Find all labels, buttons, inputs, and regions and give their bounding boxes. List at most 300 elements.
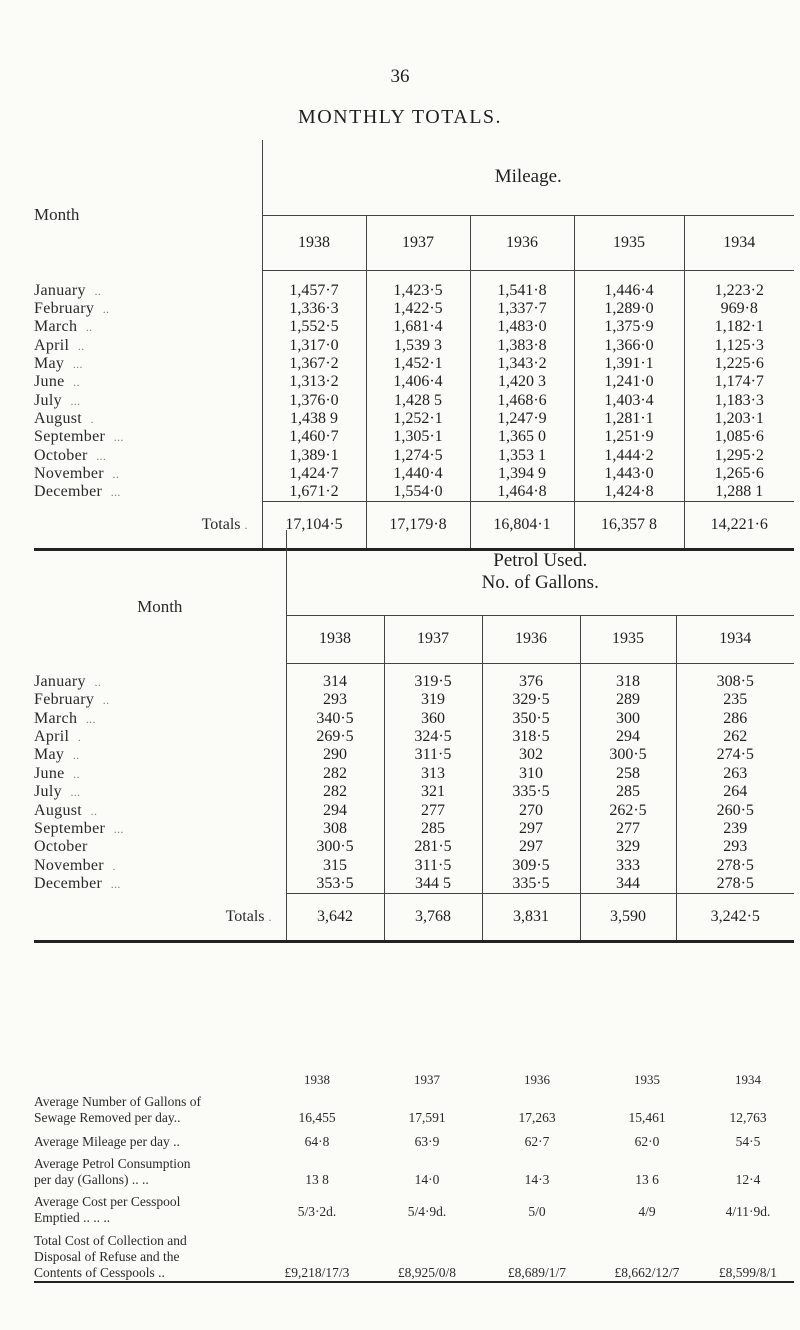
petrol-table — [34, 530, 794, 943]
totals-label: Totals — [201, 515, 241, 533]
petrol-total-cell: 3,590 — [580, 893, 676, 941]
petrol-value-cell: 278·5 — [676, 857, 794, 875]
mileage-value-cell: 1,125·3 — [684, 337, 794, 355]
mileage-value-cell: 1,539 3 — [366, 337, 470, 355]
petrol-row — [34, 728, 794, 746]
summary-value: 16,455 — [298, 1110, 336, 1125]
mileage-group-header: Mileage. — [262, 140, 794, 215]
mileage-total-cell: 17,179·8 — [366, 501, 470, 549]
leader-dots: .. — [73, 766, 80, 781]
mileage-value-cell: 1,440·4 — [366, 465, 470, 483]
month-label: July — [34, 391, 62, 409]
mileage-month-cell — [34, 410, 262, 428]
mileage-month-cell — [34, 446, 262, 464]
mileage-value-cell: 1,552·5 — [262, 318, 366, 336]
petrol-value-cell: 335·5 — [482, 783, 580, 801]
petrol-group-header-line2: No. of Gallons. — [481, 572, 599, 594]
summary-value: 54·5 — [735, 1134, 761, 1149]
summary-value: 4/9 — [638, 1204, 656, 1219]
mileage-value-cell: 1,353 1 — [470, 446, 574, 464]
mileage-value-cell: 1,343·2 — [470, 355, 574, 373]
summary-value: 14·3 — [524, 1172, 550, 1187]
petrol-value-cell: 294 — [580, 728, 676, 746]
mileage-value-cell: 1,420 3 — [470, 373, 574, 391]
mileage-value-cell: 1,406·4 — [366, 373, 470, 391]
petrol-value-cell: 239 — [676, 820, 794, 838]
petrol-value-cell: 260·5 — [676, 801, 794, 819]
petrol-value-cell: 300 — [580, 709, 676, 727]
leader-dots: ... — [113, 430, 124, 445]
mileage-value-cell: 1,366·0 — [574, 337, 684, 355]
mileage-value-cell: 1,305·1 — [366, 428, 470, 446]
mileage-value-cell: 1,085·6 — [684, 428, 794, 446]
mileage-row — [34, 337, 794, 355]
summary-value: £8,662/12/7 — [614, 1265, 680, 1280]
mileage-value-cell: 1,337·7 — [470, 300, 574, 318]
petrol-value-cell: 277 — [580, 820, 676, 838]
petrol-total-cell: 3,642 — [286, 893, 384, 941]
mileage-total-cell: 14,221·6 — [684, 501, 794, 549]
petrol-month-header: Month — [137, 596, 183, 616]
summary-value: 62·0 — [634, 1134, 660, 1149]
summary-label-line: Average Cost per Cesspool — [34, 1194, 181, 1209]
mileage-value-cell: 1,182·1 — [684, 318, 794, 336]
month-label: January — [34, 673, 86, 690]
leader-dots: .. — [112, 466, 120, 481]
petrol-value-cell: 282 — [286, 765, 384, 783]
petrol-value-cell: 308·5 — [676, 663, 794, 691]
mileage-row — [34, 446, 794, 464]
petrol-value-cell: 324·5 — [384, 728, 482, 746]
mileage-value-cell: 1,483·0 — [470, 318, 574, 336]
summary-label — [34, 1226, 262, 1282]
petrol-value-cell: 350·5 — [482, 709, 580, 727]
summary-label-line: per day (Gallons) .. .. — [34, 1172, 149, 1187]
petrol-year-header: 1936 — [482, 615, 580, 663]
mileage-value-cell: 1,251·9 — [574, 428, 684, 446]
petrol-value-cell: 286 — [676, 709, 794, 727]
mileage-row — [34, 270, 794, 300]
mileage-value-cell: 1,265·6 — [684, 465, 794, 483]
petrol-month-cell — [34, 691, 286, 709]
leader-dots: ... — [113, 821, 124, 836]
mileage-value-cell: 1,225·6 — [684, 355, 794, 373]
petrol-value-cell: 262 — [676, 728, 794, 746]
mileage-row — [34, 355, 794, 373]
month-label: January — [34, 282, 86, 299]
mileage-value-cell: 1,460·7 — [262, 428, 366, 446]
summary-row — [34, 1126, 794, 1150]
petrol-row — [34, 875, 794, 894]
petrol-group-header — [286, 530, 794, 615]
petrol-month-cell — [34, 746, 286, 764]
mileage-value-cell: 1,423·5 — [366, 270, 470, 300]
mileage-value-cell: 1,541·8 — [470, 270, 574, 300]
mileage-row — [34, 410, 794, 428]
leader-dots: .. — [77, 338, 85, 353]
month-label: March — [34, 318, 78, 336]
petrol-row — [34, 746, 794, 764]
petrol-value-cell: 344 — [580, 875, 676, 894]
petrol-value-cell: 258 — [580, 765, 676, 783]
leader-dots: . — [77, 729, 82, 744]
month-label: April — [34, 727, 70, 745]
mileage-month-cell — [34, 337, 262, 355]
mileage-value-cell: 1,289·0 — [574, 300, 684, 318]
mileage-value-cell: 1,241·0 — [574, 373, 684, 391]
leader-dots: .. — [90, 803, 98, 818]
summary-value: 5/3·2d. — [297, 1204, 337, 1219]
mileage-row — [34, 318, 794, 336]
summary-label-line: Sewage Removed per day.. — [34, 1110, 181, 1125]
mileage-value-cell: 1,383·8 — [470, 337, 574, 355]
petrol-value-cell: 293 — [286, 691, 384, 709]
leader-dots: .. — [85, 320, 93, 335]
petrol-total-cell: 3,242·5 — [676, 893, 794, 941]
summary-year-header: 1938 — [304, 1072, 330, 1087]
summary-value: 64·8 — [304, 1134, 330, 1149]
petrol-month-cell — [34, 857, 286, 875]
month-label: December — [34, 875, 103, 893]
summary-corner — [34, 1072, 262, 1088]
mileage-value-cell: 1,288 1 — [684, 483, 794, 502]
month-label: March — [34, 709, 78, 727]
petrol-year-header: 1937 — [384, 615, 482, 663]
summary-value: 13 8 — [305, 1172, 329, 1187]
summary-row — [34, 1226, 794, 1282]
summary-value: 63·9 — [414, 1134, 440, 1149]
mileage-month-cell — [34, 318, 262, 336]
mileage-value-cell: 1,252·1 — [366, 410, 470, 428]
mileage-year-header: 1938 — [262, 215, 366, 270]
totals-label: Totals — [225, 907, 265, 925]
mileage-month-cell — [34, 373, 262, 391]
petrol-row — [34, 663, 794, 691]
summary-value: 12,763 — [729, 1110, 767, 1125]
mileage-value-cell: 1,376·0 — [262, 391, 366, 409]
mileage-value-cell: 1,468·6 — [470, 391, 574, 409]
mileage-month-cell — [34, 391, 262, 409]
petrol-value-cell: 340·5 — [286, 709, 384, 727]
petrol-month-cell — [34, 875, 286, 894]
mileage-row — [34, 373, 794, 391]
petrol-value-cell: 294 — [286, 801, 384, 819]
summary-value: £8,925/0/8 — [397, 1265, 457, 1280]
petrol-value-cell: 319·5 — [384, 663, 482, 691]
leader-dots: ... — [85, 711, 96, 726]
petrol-value-cell: 344 5 — [384, 875, 482, 894]
leader-dots: . — [244, 517, 248, 532]
mileage-value-cell: 969·8 — [684, 300, 794, 318]
leader-dots: .. — [102, 693, 110, 708]
petrol-value-cell: 329·5 — [482, 691, 580, 709]
petrol-row — [34, 801, 794, 819]
summary-value: £9,218/17/3 — [284, 1265, 350, 1280]
leader-dots: . — [90, 411, 94, 426]
leader-dots: .. — [73, 375, 80, 390]
mileage-month-cell — [34, 300, 262, 318]
leader-dots: ... — [70, 785, 81, 800]
petrol-value-cell: 277 — [384, 801, 482, 819]
petrol-value-cell: 300·5 — [580, 746, 676, 764]
petrol-year-header: 1938 — [286, 615, 384, 663]
summary-value: 12·4 — [735, 1172, 761, 1187]
petrol-value-cell: 274·5 — [676, 746, 794, 764]
page-title: MONTHLY TOTALS. — [297, 106, 503, 128]
mileage-value-cell: 1,394 9 — [470, 465, 574, 483]
mileage-value-cell: 1,274·5 — [366, 446, 470, 464]
month-label: August — [34, 409, 83, 427]
mileage-value-cell: 1,391·1 — [574, 355, 684, 373]
summary-year-header: 1936 — [524, 1072, 550, 1087]
month-label: December — [34, 483, 103, 501]
mileage-row — [34, 428, 794, 446]
petrol-value-cell: 264 — [676, 783, 794, 801]
summary-label — [34, 1126, 262, 1150]
petrol-value-cell: 314 — [286, 663, 384, 691]
petrol-value-cell: 235 — [676, 691, 794, 709]
mileage-row — [34, 483, 794, 502]
petrol-value-cell: 290 — [286, 746, 384, 764]
mileage-value-cell: 1,174·7 — [684, 373, 794, 391]
summary-value: 4/11·9d. — [725, 1204, 771, 1219]
petrol-row — [34, 691, 794, 709]
petrol-value-cell: 318 — [580, 663, 676, 691]
mileage-value-cell: 1,203·1 — [684, 410, 794, 428]
leader-dots: .. — [102, 302, 110, 317]
petrol-value-cell: 300·5 — [286, 838, 384, 856]
mileage-value-cell: 1,336·3 — [262, 300, 366, 318]
leader-dots: ... — [72, 357, 83, 372]
petrol-month-cell — [34, 838, 286, 856]
mileage-value-cell: 1,424·7 — [262, 465, 366, 483]
month-label: February — [34, 691, 95, 709]
petrol-value-cell: 270 — [482, 801, 580, 819]
summary-label-line: Average Petrol Consumption — [34, 1156, 191, 1171]
mileage-year-header: 1935 — [574, 215, 684, 270]
leader-dots: ... — [96, 448, 107, 463]
month-label: June — [34, 764, 65, 782]
petrol-value-cell: 353·5 — [286, 875, 384, 894]
petrol-value-cell: 285 — [580, 783, 676, 801]
month-label: November — [34, 464, 104, 482]
petrol-value-cell: 281·5 — [384, 838, 482, 856]
month-label: February — [34, 300, 95, 318]
mileage-value-cell: 1,367·2 — [262, 355, 366, 373]
mileage-row — [34, 300, 794, 318]
petrol-month-cell — [34, 728, 286, 746]
summary-block — [34, 1072, 794, 1283]
petrol-value-cell: 262·5 — [580, 801, 676, 819]
summary-value: 5/0 — [528, 1204, 546, 1219]
leader-dots: ... — [70, 393, 81, 408]
petrol-value-cell: 263 — [676, 765, 794, 783]
petrol-month-cell — [34, 709, 286, 727]
summary-label-line: Emptied .. .. .. — [34, 1210, 111, 1225]
summary-year-header: 1934 — [735, 1072, 761, 1087]
month-label: June — [34, 373, 65, 391]
summary-value: 17,263 — [518, 1110, 556, 1125]
mileage-value-cell: 1,554·0 — [366, 483, 470, 502]
mileage-month-cell — [34, 483, 262, 502]
leader-dots: .. — [94, 284, 102, 298]
petrol-value-cell: 289 — [580, 691, 676, 709]
petrol-totals-label-cell — [34, 893, 286, 941]
petrol-row — [34, 838, 794, 856]
petrol-value-cell: 329 — [580, 838, 676, 856]
mileage-month-cell — [34, 465, 262, 483]
petrol-value-cell: 309·5 — [482, 857, 580, 875]
petrol-total-cell: 3,768 — [384, 893, 482, 941]
leader-dots: .. — [94, 675, 102, 689]
summary-value: £8,689/1/7 — [507, 1265, 567, 1280]
summary-label — [34, 1150, 262, 1188]
mileage-value-cell: 1,452·1 — [366, 355, 470, 373]
mileage-row — [34, 391, 794, 409]
summary-value: 17,591 — [408, 1110, 446, 1125]
summary-value: 62·7 — [524, 1134, 550, 1149]
mileage-value-cell: 1,443·0 — [574, 465, 684, 483]
petrol-year-header: 1934 — [676, 615, 794, 663]
petrol-value-cell: 293 — [676, 838, 794, 856]
mileage-value-cell: 1,428 5 — [366, 391, 470, 409]
summary-year-header: 1937 — [414, 1072, 440, 1087]
petrol-value-cell: 297 — [482, 820, 580, 838]
mileage-month-cell — [34, 270, 262, 300]
mileage-value-cell: 1,438 9 — [262, 410, 366, 428]
mileage-value-cell: 1,444·2 — [574, 446, 684, 464]
petrol-month-cell — [34, 783, 286, 801]
mileage-month-cell — [34, 428, 262, 446]
mileage-value-cell: 1,317·0 — [262, 337, 366, 355]
mileage-value-cell: 1,295·2 — [684, 446, 794, 464]
petrol-value-cell: 308 — [286, 820, 384, 838]
petrol-value-cell: 333 — [580, 857, 676, 875]
petrol-value-cell: 313 — [384, 765, 482, 783]
month-label: September — [34, 428, 106, 446]
mileage-value-cell: 1,313·2 — [262, 373, 366, 391]
mileage-month-cell — [34, 355, 262, 373]
petrol-value-cell: 319 — [384, 691, 482, 709]
petrol-value-cell: 297 — [482, 838, 580, 856]
mileage-value-cell: 1,223·2 — [684, 270, 794, 300]
mileage-value-cell: 1,464·8 — [470, 483, 574, 502]
mileage-total-cell: 16,804·1 — [470, 501, 574, 549]
summary-row — [34, 1088, 794, 1126]
summary-row — [34, 1150, 794, 1188]
mileage-year-header: 1934 — [684, 215, 794, 270]
summary-label-line: Disposal of Refuse and the — [34, 1249, 180, 1264]
petrol-row — [34, 709, 794, 727]
summary-row — [34, 1188, 794, 1226]
mileage-value-cell: 1,281·1 — [574, 410, 684, 428]
mileage-total-cell: 16,357 8 — [574, 501, 684, 549]
petrol-value-cell: 302 — [482, 746, 580, 764]
petrol-value-cell: 318·5 — [482, 728, 580, 746]
petrol-value-cell: 376 — [482, 663, 580, 691]
mileage-year-header: 1936 — [470, 215, 574, 270]
mileage-value-cell: 1,457·7 — [262, 270, 366, 300]
page-number: 36 — [390, 66, 410, 87]
month-label: August — [34, 801, 83, 819]
petrol-group-header-line1: Petrol Used. — [493, 550, 588, 572]
petrol-value-cell: 310 — [482, 765, 580, 783]
petrol-value-cell: 315 — [286, 857, 384, 875]
petrol-value-cell: 360 — [384, 709, 482, 727]
mileage-value-cell: 1,671·2 — [262, 483, 366, 502]
month-label: July — [34, 783, 62, 801]
month-label: November — [34, 856, 104, 874]
leader-dots: . — [268, 909, 272, 924]
summary-value: 14·0 — [414, 1172, 440, 1187]
petrol-year-header: 1935 — [580, 615, 676, 663]
mileage-value-cell: 1,375·9 — [574, 318, 684, 336]
month-label: May — [34, 746, 65, 764]
petrol-value-cell: 321 — [384, 783, 482, 801]
summary-label — [34, 1088, 262, 1126]
leader-dots: .. — [72, 748, 80, 763]
month-label: April — [34, 336, 70, 354]
petrol-value-cell: 311·5 — [384, 746, 482, 764]
summary-label-line: Contents of Cesspools .. — [34, 1265, 165, 1280]
mileage-value-cell: 1,403·4 — [574, 391, 684, 409]
summary-label-line: Average Number of Gallons of — [34, 1094, 201, 1109]
leader-dots: ... — [110, 485, 121, 500]
summary-value: 5/4·9d. — [407, 1204, 447, 1219]
mileage-row — [34, 465, 794, 483]
petrol-value-cell: 335·5 — [482, 875, 580, 894]
petrol-row — [34, 857, 794, 875]
leader-dots: . — [112, 858, 116, 873]
mileage-value-cell: 1,424·8 — [574, 483, 684, 502]
mileage-table — [34, 140, 794, 551]
summary-label-line: Average Mileage per day .. — [34, 1134, 180, 1149]
petrol-row — [34, 765, 794, 783]
petrol-value-cell: 269·5 — [286, 728, 384, 746]
month-label: September — [34, 819, 106, 837]
petrol-row — [34, 783, 794, 801]
summary-label-line: Total Cost of Collection and — [34, 1233, 187, 1248]
petrol-value-cell: 311·5 — [384, 857, 482, 875]
month-label: October — [34, 838, 88, 856]
leader-dots: ... — [110, 877, 121, 892]
petrol-row — [34, 820, 794, 838]
mileage-year-header: 1937 — [366, 215, 470, 270]
summary-value: 15,461 — [628, 1110, 666, 1125]
summary-year-row — [34, 1072, 794, 1088]
month-label: May — [34, 355, 65, 373]
mileage-value-cell: 1,389·1 — [262, 446, 366, 464]
mileage-value-cell: 1,247·9 — [470, 410, 574, 428]
summary-year-header: 1935 — [634, 1072, 660, 1087]
mileage-value-cell: 1,446·4 — [574, 270, 684, 300]
mileage-month-header: Month — [34, 205, 80, 224]
petrol-value-cell: 282 — [286, 783, 384, 801]
mileage-value-cell: 1,681·4 — [366, 318, 470, 336]
petrol-month-cell — [34, 765, 286, 783]
petrol-total-cell: 3,831 — [482, 893, 580, 941]
month-label: October — [34, 446, 88, 464]
summary-value: 13 6 — [635, 1172, 659, 1187]
mileage-value-cell: 1,365 0 — [470, 428, 574, 446]
petrol-month-cell — [34, 663, 286, 691]
petrol-value-cell: 278·5 — [676, 875, 794, 894]
mileage-total-cell: 17,104·5 — [262, 501, 366, 549]
petrol-month-cell — [34, 801, 286, 819]
summary-label — [34, 1188, 262, 1226]
mileage-value-cell: 1,183·3 — [684, 391, 794, 409]
petrol-month-cell — [34, 820, 286, 838]
